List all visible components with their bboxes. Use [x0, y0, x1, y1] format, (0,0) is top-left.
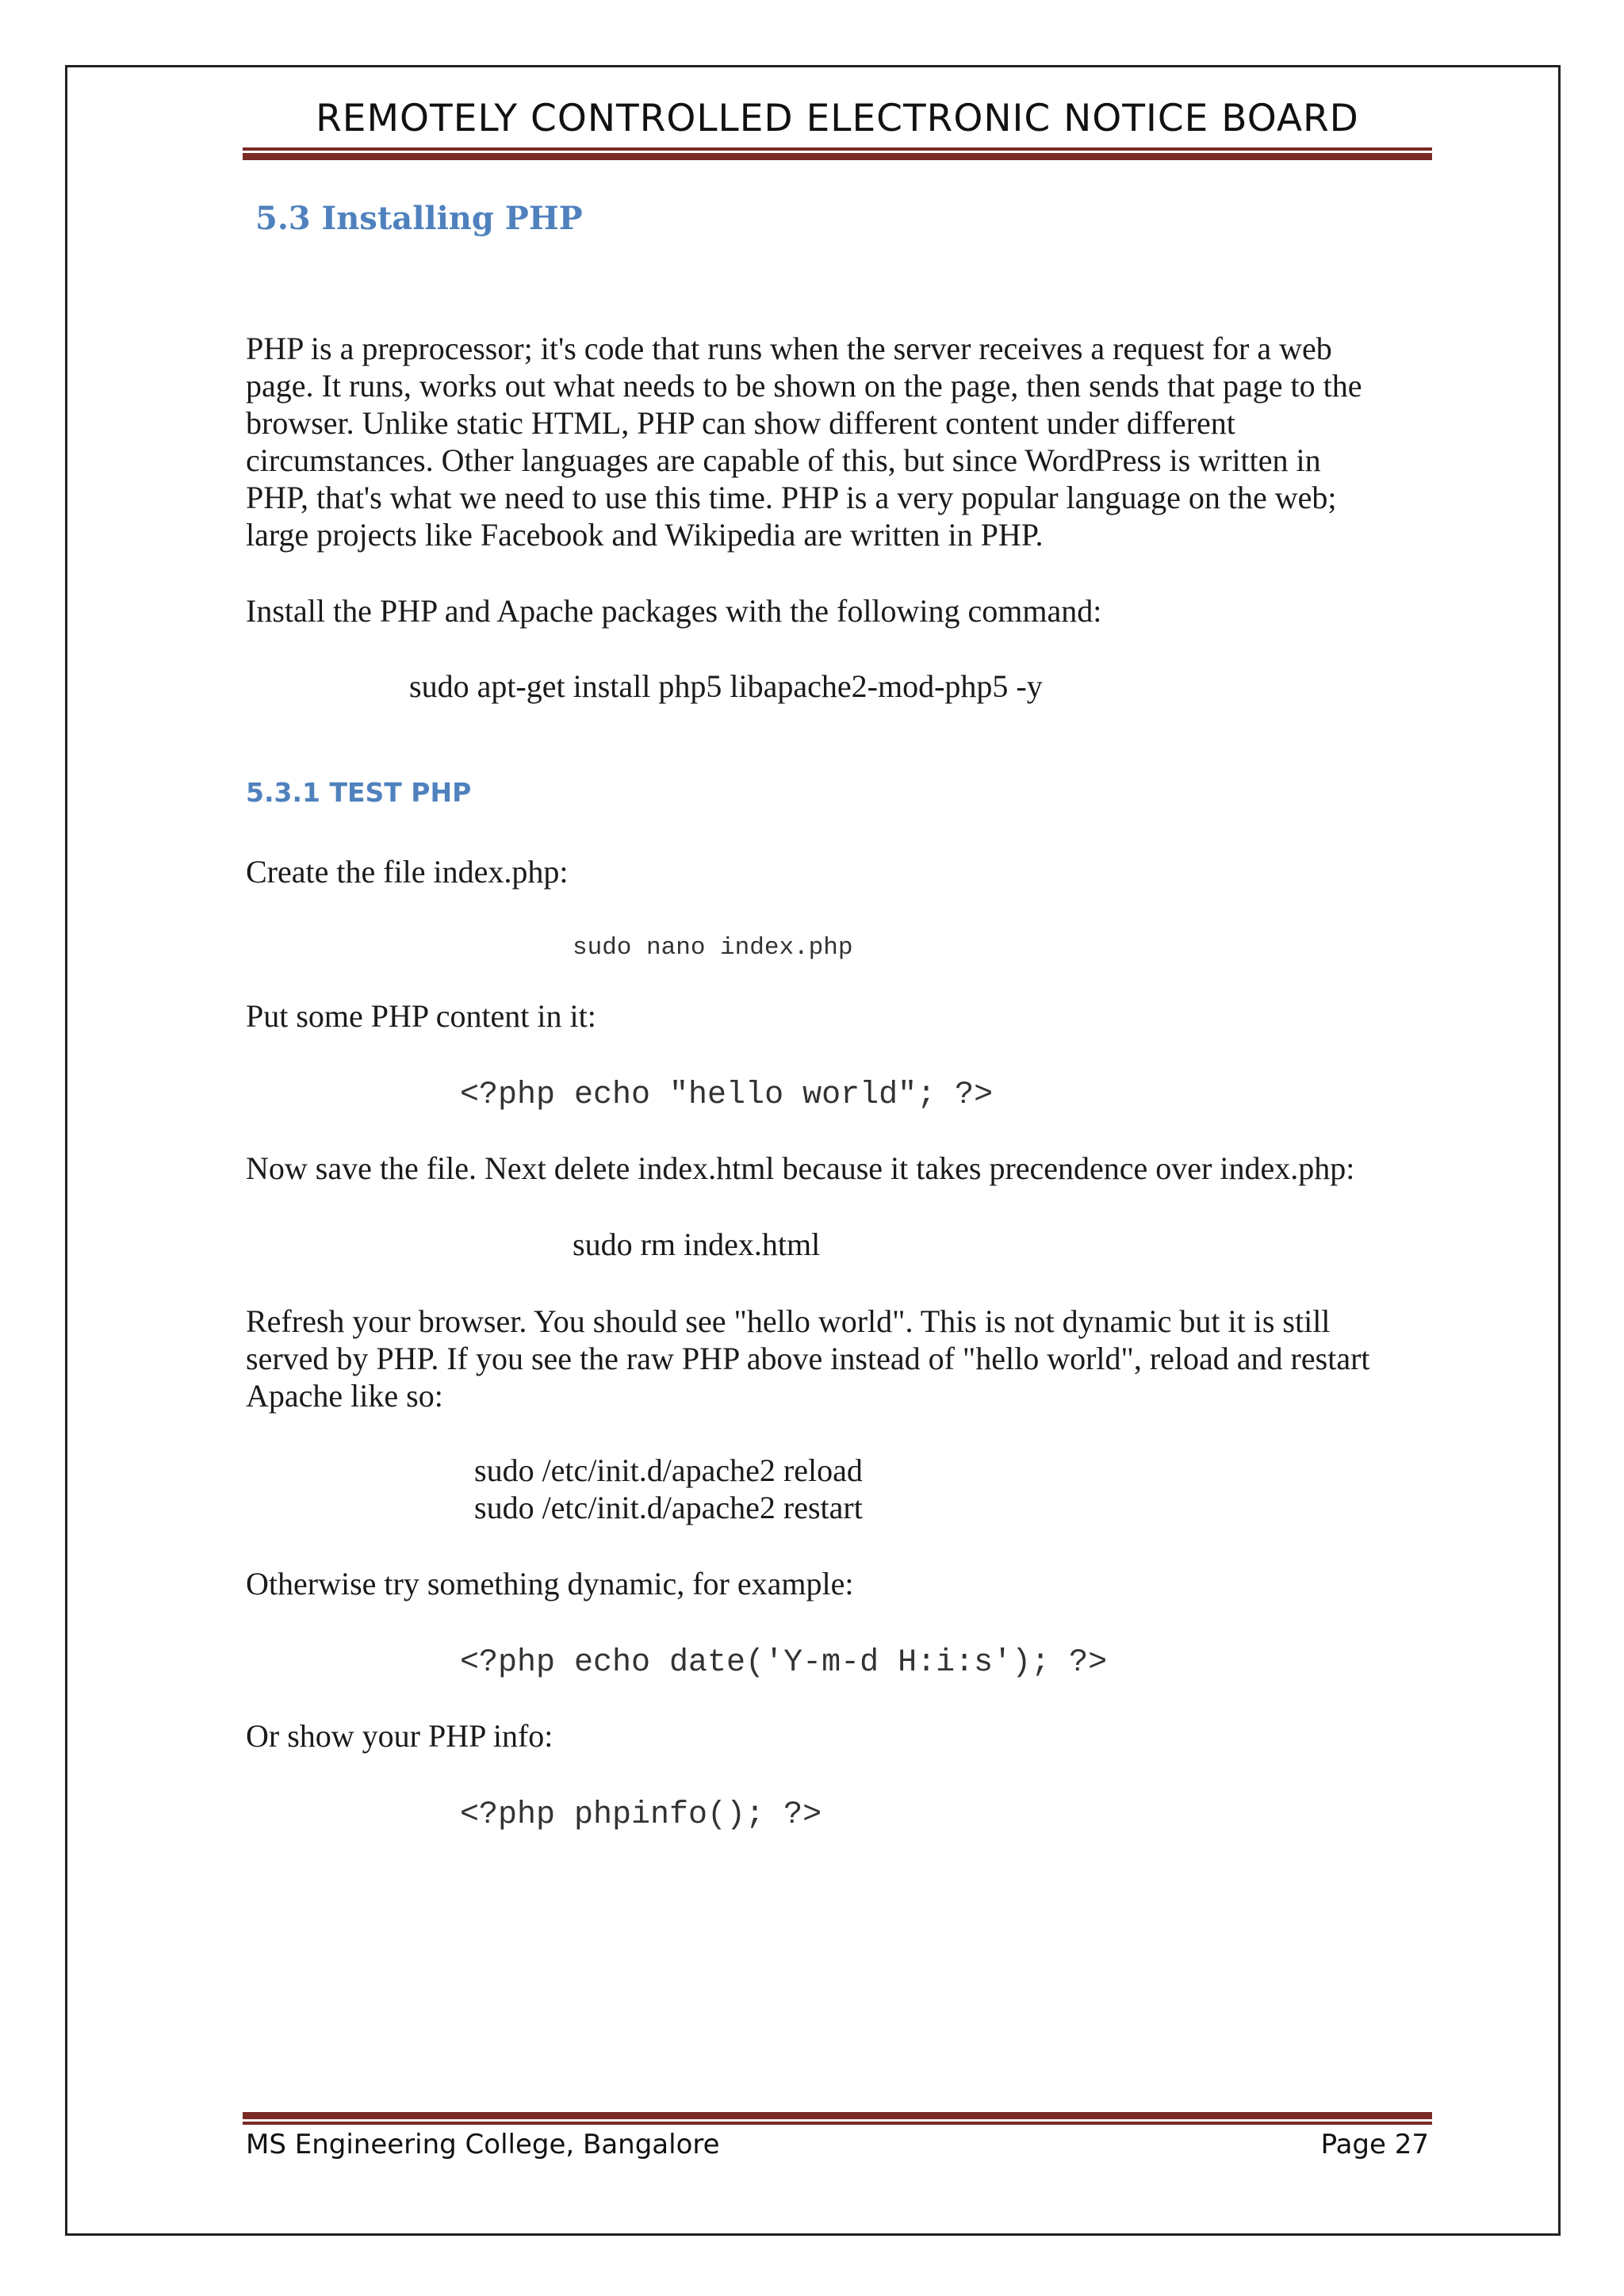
section-heading: 5.3 Installing PHP [255, 200, 583, 237]
header-rule-thin [243, 147, 1432, 151]
footer-rule-thin [243, 2122, 1432, 2125]
reload-command: sudo /etc/init.d/apache2 reload [474, 1452, 863, 1488]
install-text: Install the PHP and Apache packages with the following command: [246, 593, 1102, 629]
intro-line: large projects like Facebook and Wikipedia are written in PHP. [246, 517, 1044, 553]
create-command: sudo nano index.php [573, 934, 853, 962]
footer-college: MS Engineering College, Bangalore [246, 2129, 720, 2160]
info-text: Or show your PHP info: [246, 1718, 553, 1754]
content-text: Put some PHP content in it: [246, 998, 596, 1034]
dynamic-text: Otherwise try something dynamic, for example: [246, 1566, 854, 1601]
intro-line: PHP, that's what we need to use this time. PHP is a very popular language on the web; [246, 480, 1337, 515]
intro-line: page. It runs, works out what needs to be shown on the page, then sends that page to the [246, 368, 1362, 404]
content-code: <?php echo "hello world"; ?> [460, 1077, 994, 1113]
refresh-line: Apache like so: [246, 1378, 443, 1414]
intro-line: browser. Unlike static HTML, PHP can show different content under different [246, 405, 1235, 441]
intro-paragraph [246, 330, 1419, 553]
install-command: sudo apt-get install php5 libapache2-mod-php5 -y [409, 668, 1043, 704]
refresh-line: Refresh your browser. You should see "hello world". This is not dynamic but it is still [246, 1303, 1331, 1339]
footer-rule-thick [243, 2112, 1432, 2119]
refresh-line: served by PHP. If you see the raw PHP above instead of "hello world", reload and restart [246, 1341, 1370, 1376]
footer-page-number: Page 27 [1320, 2129, 1429, 2160]
page-header-title: REMOTELY CONTROLLED ELECTRONIC NOTICE BOARD [316, 97, 1359, 140]
save-text: Now save the file. Next delete index.html because it takes precendence over index.php: [246, 1150, 1355, 1186]
intro-line: PHP is a preprocessor; it's code that runs when the server receives a request for a web [246, 331, 1332, 366]
subsection-heading: 5.3.1 TEST PHP [246, 777, 472, 808]
dynamic-code: <?php echo date('Y-m-d H:i:s'); ?> [460, 1645, 1108, 1681]
restart-command: sudo /etc/init.d/apache2 restart [474, 1490, 863, 1525]
header-rule-thick [243, 153, 1432, 160]
intro-line: circumstances. Other languages are capable of this, but since WordPress is written in [246, 442, 1321, 478]
remove-command: sudo rm index.html [573, 1226, 821, 1262]
create-text: Create the file index.php: [246, 854, 569, 890]
info-code: <?php phpinfo(); ?> [460, 1797, 822, 1833]
refresh-paragraph [246, 1303, 1419, 1414]
